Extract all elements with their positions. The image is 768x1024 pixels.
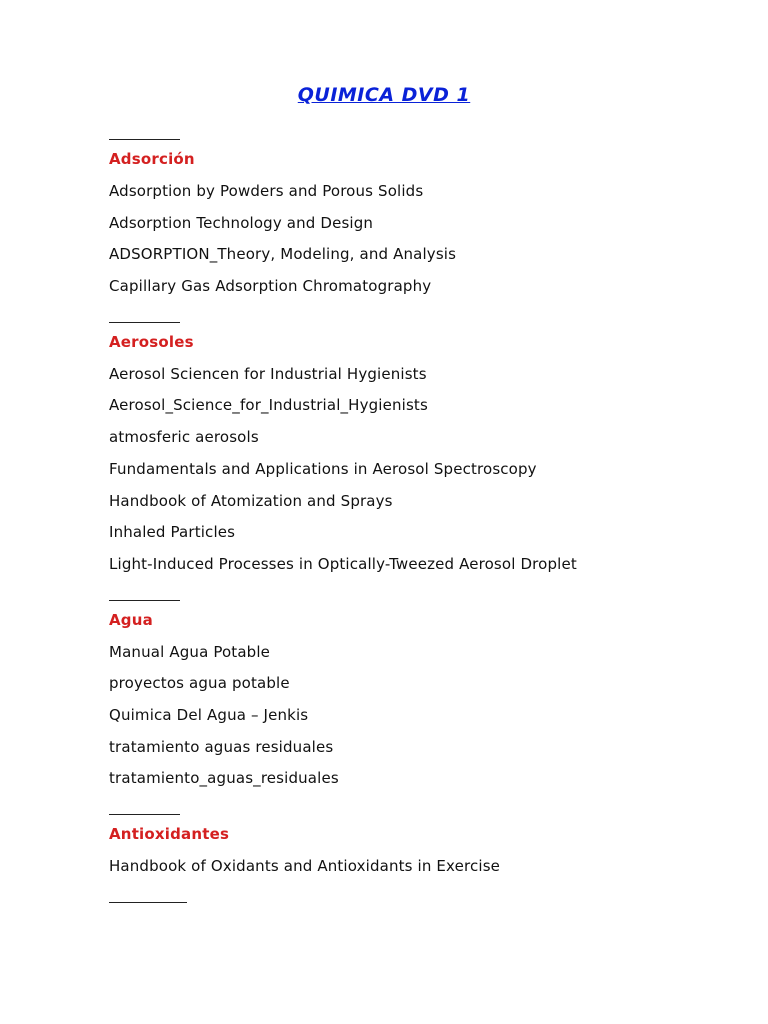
list-item: tratamiento aguas residuales bbox=[109, 737, 334, 756]
list-item: tratamiento_aguas_residuales bbox=[109, 769, 339, 788]
section-adsorcion bbox=[109, 126, 749, 296]
section-heading: Agua bbox=[109, 610, 153, 629]
list-item: Manual Agua Potable bbox=[109, 642, 271, 661]
section-divider bbox=[109, 126, 749, 140]
list-item: Fundamentals and Applications in Aerosol Spectroscopy bbox=[109, 459, 537, 478]
list-item: Aerosol Sciencen for Industrial Hygienists bbox=[109, 364, 427, 383]
section-divider bbox=[109, 801, 749, 815]
section-antioxidantes bbox=[109, 801, 749, 876]
title-link[interactable]: QUIMICA DVD 1 bbox=[297, 84, 471, 106]
list-item: Adsorption by Powders and Porous Solids bbox=[109, 182, 424, 200]
list-item: ADSORPTION_Theory, Modeling, and Analysis bbox=[109, 245, 457, 264]
section-heading: Adsorción bbox=[109, 150, 195, 168]
section-divider bbox=[109, 889, 749, 903]
section-aerosoles bbox=[109, 309, 749, 574]
section-divider bbox=[109, 309, 749, 323]
list-item: Handbook of Atomization and Sprays bbox=[109, 491, 393, 510]
list-item: Adsorption Technology and Design bbox=[109, 213, 374, 232]
section-agua bbox=[109, 587, 749, 789]
section-divider bbox=[109, 587, 749, 601]
list-item: Capillary Gas Adsorption Chromatography bbox=[109, 277, 432, 296]
list-item: atmosferic aerosols bbox=[109, 428, 259, 447]
document-body bbox=[109, 126, 749, 913]
list-item: Inhaled Particles bbox=[109, 523, 236, 542]
section-heading: Antioxidantes bbox=[109, 825, 230, 843]
list-item: Handbook of Oxidants and Antioxidants in Exercise bbox=[109, 857, 501, 875]
document-title bbox=[0, 84, 768, 106]
list-item: Quimica Del Agua – Jenkis bbox=[109, 705, 309, 724]
list-item: proyectos agua potable bbox=[109, 674, 290, 693]
section-heading: Aerosoles bbox=[109, 332, 194, 351]
list-item: Light-Induced Processes in Optically-Tweezed Aerosol Droplet bbox=[109, 554, 577, 573]
list-item: Aerosol_Science_for_Industrial_Hygienists bbox=[109, 396, 428, 415]
